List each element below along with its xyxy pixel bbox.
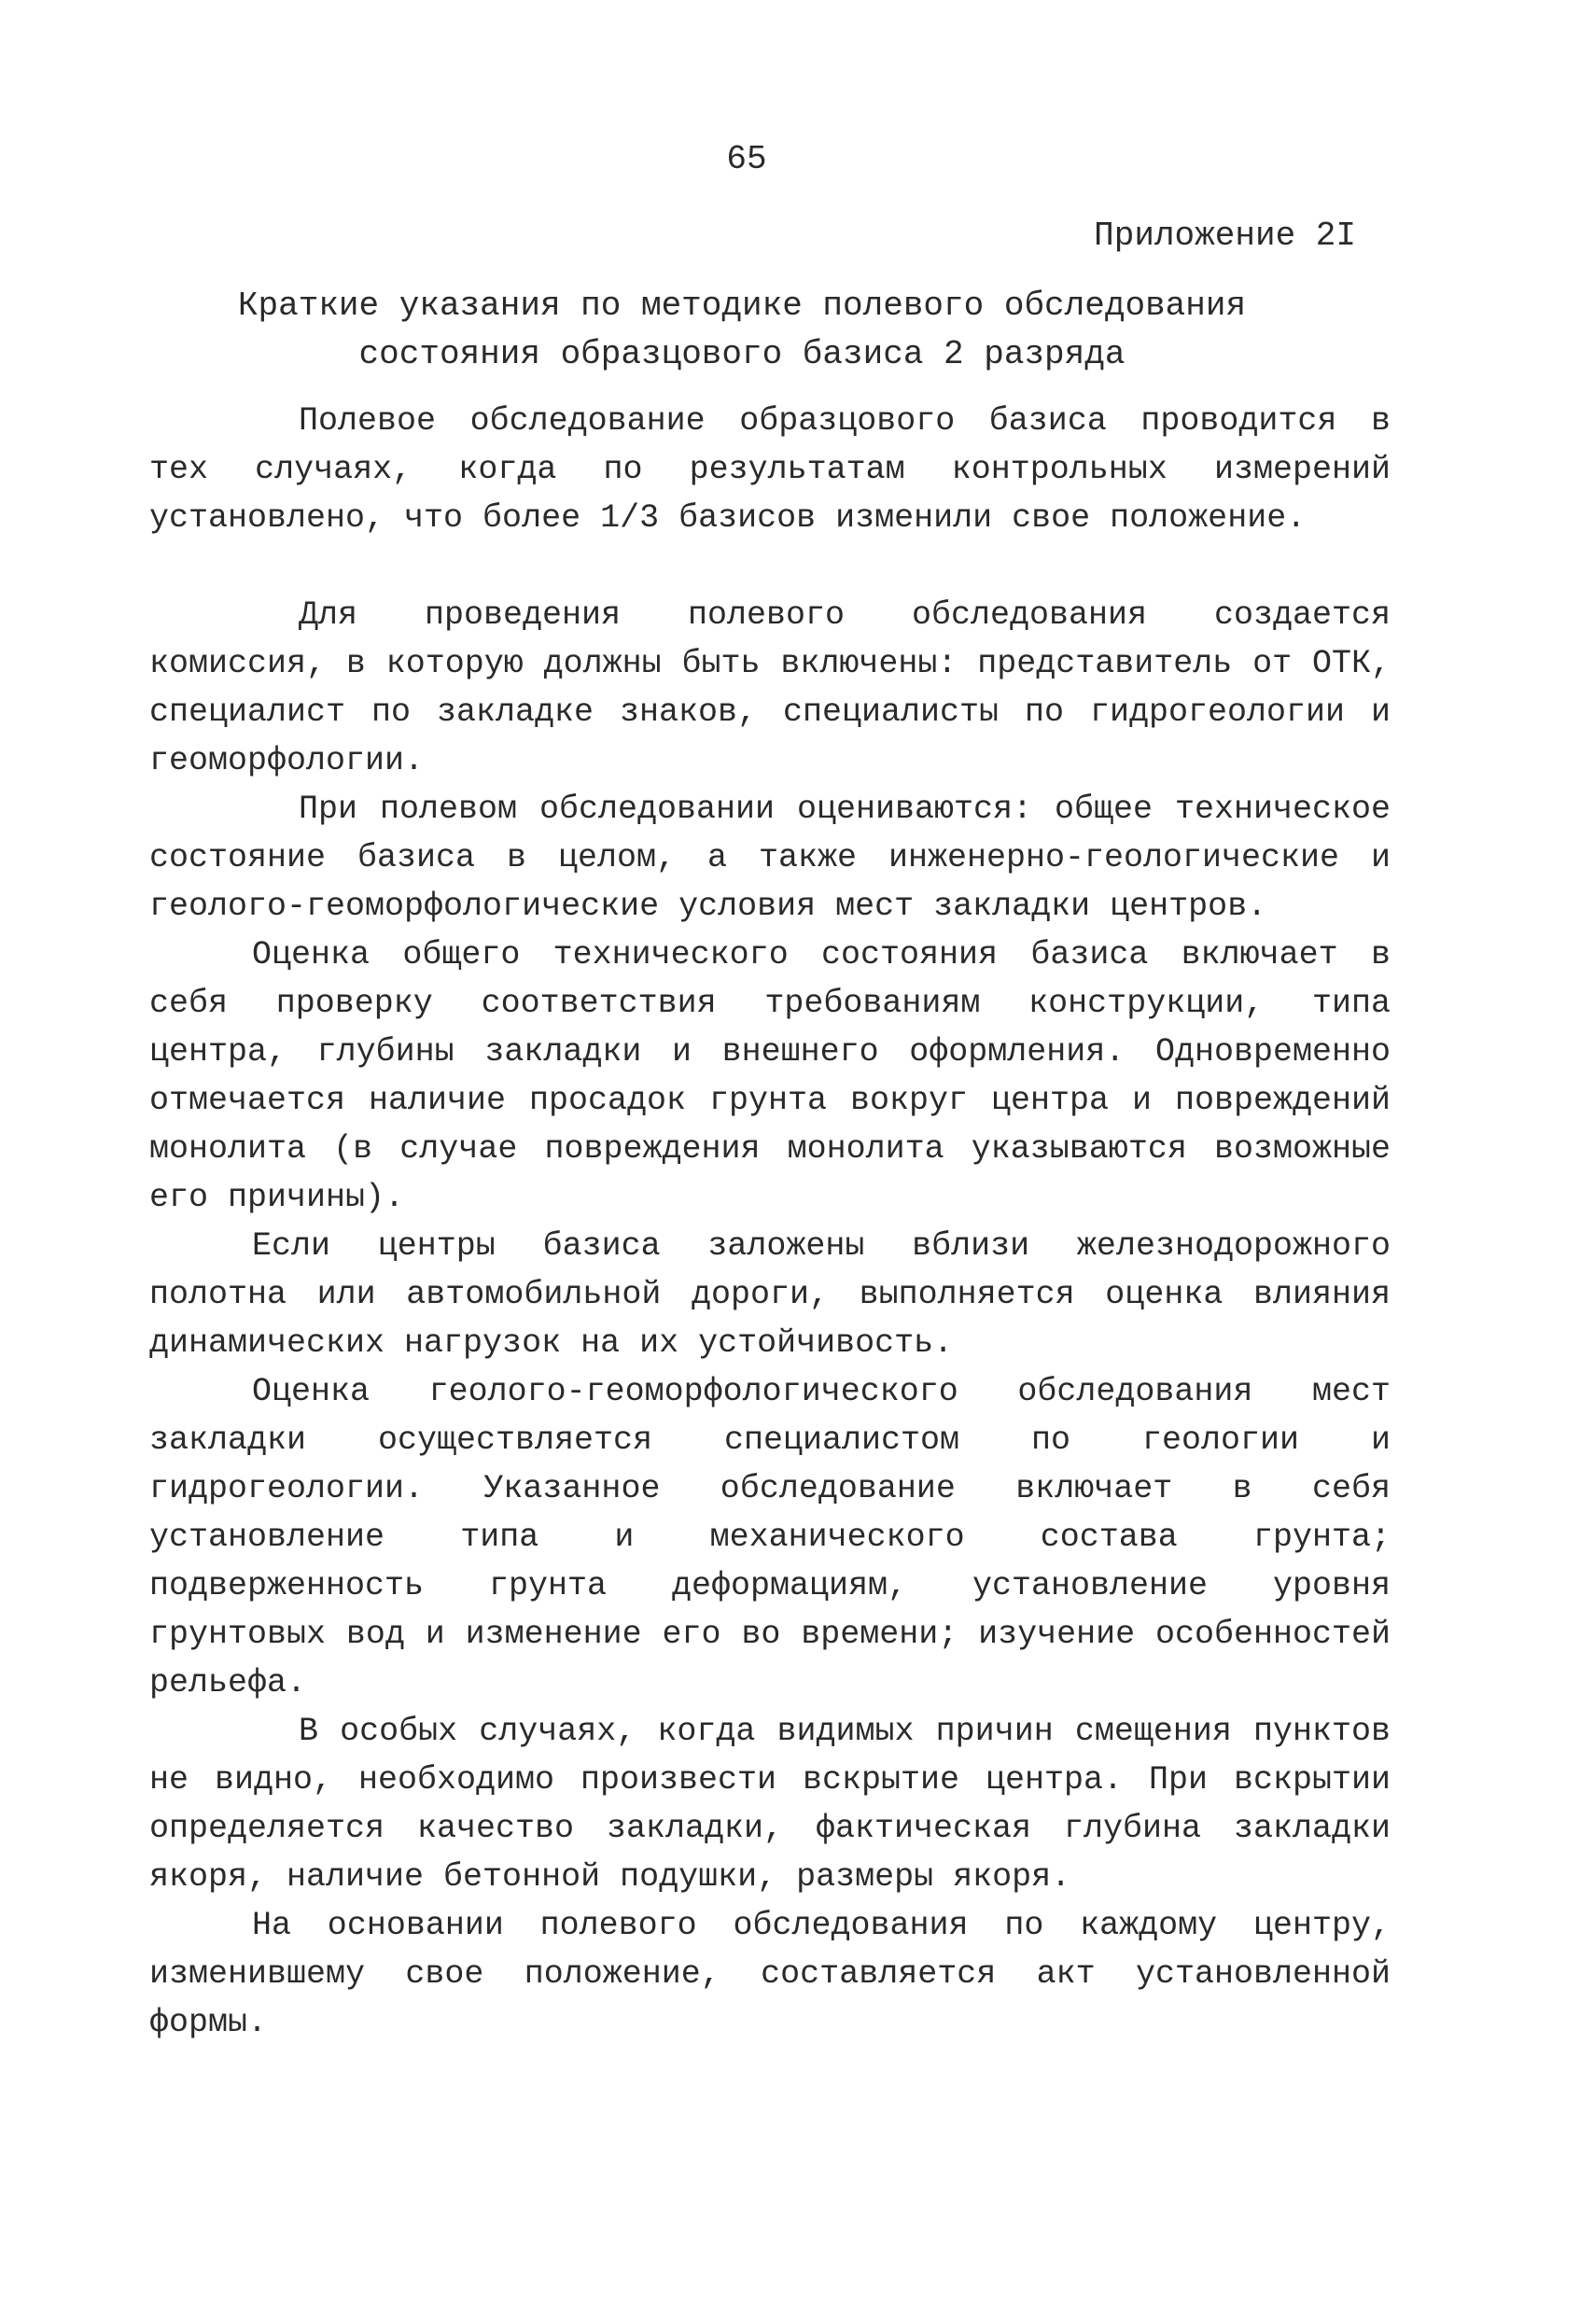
paragraph-5: Если центры базиса заложены вблизи железнодорожного полотна или автомобильной дороги, выполняется оценка влияния динамических нагрузок на их устойчивость. [149,1227,1391,1362]
page-number: 65 [726,140,767,178]
paragraph-8: На основании полевого обследования по каждому центру, изменившему свое положение, составляется акт установленной формы. [149,1907,1391,2041]
title-line-1: Краткие указания по методике полевого обследования [237,287,1247,325]
body-text [149,397,1391,2047]
title-line-2: состояния образцового базиса 2 разряда [358,335,1126,373]
paragraph-7: В особых случаях, когда видимых причин смещения пунктов не видно, необходимо произвести вскрытие центра. При вскрытии определяется качество закладки, фактическая глубина закладки якоря, наличие бетонной подушки, размеры якоря. [149,1713,1391,1896]
paragraph-3: При полевом обследовании оцениваются: общее техническое состояние базиса в целом, а также инженерно-геологические и геолого-геоморфологические условия мест закладки центров. [149,791,1391,925]
paragraph-1: Полевое обследование образцового базиса проводится в тех случаях, когда по результатам контрольных измерений установлено, что более 1/3 базисов изменили свое положение. [149,402,1391,537]
appendix-label: Приложение 2I [1094,217,1356,255]
paragraph-6: Оценка геолого-геоморфологического обследования мест закладки осуществляется специалистом по геологии и гидрогеологии. Указанное обследование включает в себя установление типа и механического состава грунта; подверженность грунта деформациям, установление уровня грунтовых вод и изменение его во времени; изучение особенностей рельефа. [149,1373,1391,1701]
paragraph-4: Оценка общего технического состояния базиса включает в себя проверку соответствия требованиям конструкции, типа центра, глубины закладки и внешнего оформления. Одновременно отмечается наличие просадок грунта вокруг центра и повреждений монолита (в случае повреждения монолита указываются возможные его причины). [149,936,1391,1216]
document-title [149,282,1335,379]
paragraph-2: Для проведения полевого обследования создается комиссия, в которую должны быть включены: представитель от ОТК, специалист по закладке знаков, специалисты по гидрогеологии и геоморфологии. [149,596,1391,779]
